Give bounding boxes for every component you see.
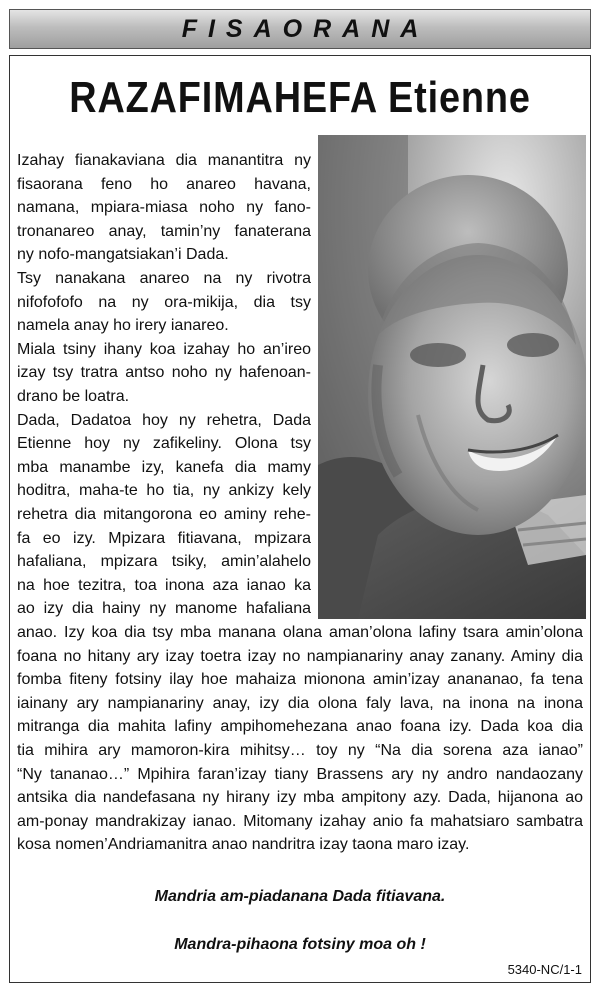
text-line: drano be loatra. [17, 387, 130, 405]
text-line: iainany ary nampianariny anay, izy dia olona faly lava, na inona na inona [17, 694, 583, 712]
text-line: rehetra dia mitangorona eo aminy rehe- [17, 505, 311, 523]
text-line: fa eo izy. Mpizara fitiavana, mpizara [17, 529, 311, 547]
text-line: fomba fiteny fotsiny ilay hoe mahaiza mionona amin’izay anananao, fa tena [17, 671, 583, 689]
text-line: antsika dia nandefasana ny hirany izy mba ampitony azy. Dada, hijanona ao [17, 789, 583, 807]
text-line: “Ny tananao…” Mpihira faran’izay tiany Brassens ary ny andro nandaozany [17, 765, 583, 783]
text-line: mitranga dia mahita lafiny ampihomehezana anao foana izy. Dada koa dia [17, 718, 583, 736]
text-line: ao izy dia hainy ny manome hafaliana [17, 600, 311, 618]
text-line: foana no hitany ary izay toetra izay no nampianariny anay zanany. Aminy dia [17, 647, 583, 665]
text-line: na hoe tezitra, toa inona aza ianao ka [17, 576, 311, 594]
reference-code: 5340-NC/1-1 [507, 962, 582, 977]
message-text-narrow [17, 149, 583, 621]
text-line: fisaorana feno ho anareo havana, [17, 175, 311, 193]
text-line: Izahay fianakaviana dia manantitra ny [17, 152, 311, 169]
text-line: mba manambe izy, kanefa dia mamy [17, 458, 311, 476]
section-title: FISAORANA [181, 14, 430, 43]
text-line: nifofofofo na ny ora-mikija, dia tsy [17, 293, 311, 311]
text-line: tia mihira ary mamoron-kira mihitsy… toy ny “Na dia sorena aza ianao” [17, 741, 583, 759]
header-bar [9, 9, 591, 49]
closing-line-rest-in-peace: Mandria am-piadanana Dada fitiavana. [154, 888, 446, 905]
closing-line-farewell: Mandra-pihaona fotsiny moa oh ! [174, 936, 426, 953]
text-line: namela anay ho irery ianareo. [17, 317, 229, 335]
text-line: namana, mpiara-miasa noho ny fano- [17, 199, 311, 217]
text-line: Miala tsiny ihany koa izahay ho an’ireo [17, 340, 311, 358]
text-line: izay tsy tratra antso noho ny hafenoan- [17, 364, 311, 382]
text-line: kosa nomen’Andriamanitra anao nandritra izay taona maro izay. [17, 836, 470, 854]
text-line: Tsy nanakana anareo na ny rivotra [17, 269, 311, 287]
text-line: tronanareo anay, tamin’ny fanaterana [17, 222, 311, 240]
text-line: ny nofo-mangatsiakan’i Dada. [17, 246, 229, 264]
text-line: anao. Izy koa dia tsy mba manana olana aman’olona lafiny tsara amin’olona [17, 624, 583, 641]
message-text-wide [17, 621, 583, 857]
text-line: hafaliana, mpizara tsiky, amin’alahelo [17, 553, 311, 571]
text-line: am-ponay mandrakizay ianao. Mitomany izahay anio fa mahatsiaro sambatra [17, 812, 583, 830]
text-line: hoditra, maha-te ho tia, ny ankizy kely [17, 482, 311, 500]
deceased-name: RAZAFIMAHEFA Etienne [69, 73, 531, 122]
text-line: Dada, Dadatoa hoy ny rehetra, Dada [17, 411, 311, 429]
text-line: Etienne hoy ny zafikeliny. Olona tsy [17, 435, 311, 453]
